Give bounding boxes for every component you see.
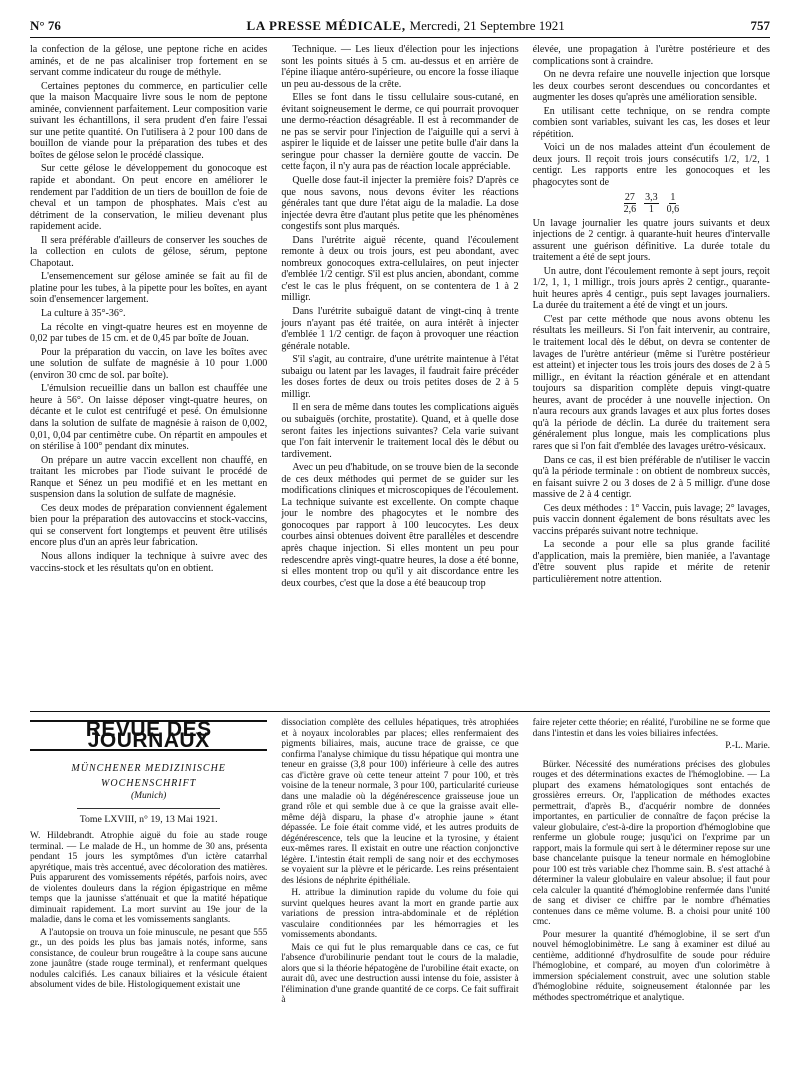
- journal-title: [247, 18, 565, 34]
- paragraph: Dans ce cas, il est bien préférable de n'utiliser le vaccin qu'à la période terminale : on obtient de nombreux succès, en faisant suivre 2 ou 3 doses de 2 à 5 milligr. d'une dose massive de 2 à 4 centigr.: [532, 454, 770, 501]
- paragraph: Pour mesurer la quantité d'hémoglobine, il se sert d'un nouvel hémoglobinimètre. Le sang à examiner est dilué au centième, additionné d'hydrosulfite de soude pour réduire l'hémoglobine, et comparé, au moyen d'un colorimètre à immersion spécialement construit, avec une solution stable d'hémoglobine réduite, soigneusement étalonnée par les méthodes spectrométrique et analytique.: [532, 929, 770, 1003]
- paragraph: Avec un peu d'habitude, on se trouve bien de la seconde de ces deux méthodes qui permet de se guider sur les modifications cliniques et microscopiques de l'écoulement. La technique suivante est excellente. On compte chaque jour le nombre des phagocytes et le nombre des gonocoques par rapport à 100 leucocytes. Les deux courbes ainsi obtenues doivent être parallèles et descendre après chaque injection. Si elles montent un peu pour redescendre après vingt-quatre heures, la dose a été bonne, si elles montent trop ou qu'il y ait discordance entre les deux courbes, c'est que la dose a été beaucoup trop: [281, 462, 519, 589]
- paragraph: H. attribue la diminution rapide du volume du foie qui survint quelques heures avant la mort en grande partie aux variations de pression intra-abdominale et de réplétion vasculaire conditionnées par les hémorragies et les vomissements abondants.: [281, 888, 519, 940]
- journal-name: LA PRESSE MÉDICALE,: [246, 18, 406, 33]
- paragraph: La culture à 35°-36°.: [41, 308, 126, 320]
- revue-title: REVUE DES JOURNAUX: [30, 720, 267, 751]
- paragraph: Il en sera de même dans toutes les complications aiguës ou subaiguës (orchite, prostatite). Quand, et à quelle dose seront faites les injections suivantes? Cela varie suivant que l'on fait intervenir le traitement local dès le début ou tardivement.: [281, 402, 519, 460]
- denominator: 0,6: [666, 203, 680, 215]
- revue-column-3: [533, 718, 770, 1068]
- paragraph: La récolte en vingt-quatre heures est en moyenne de 0,02 par tubes de 15 cm. et de 0,45 par boîte de Jouan.: [30, 321, 268, 345]
- issue-date: Mercredi, 21 Septembre 1921: [409, 18, 565, 33]
- issue-number: N° 76: [30, 18, 61, 33]
- numerator: 27: [624, 191, 635, 203]
- paragraph: Dans l'urétrite aiguë récente, quand l'écoulement remonte à deux ou trois jours, est peu abondant, avec nombreux gonocoques extra-cellulaires, on peut injecter d'emblée 1/2 centigr. S'il est plus ancien, abondant, comme c'est le cas le plus fréquent, on se contentera de 1 à 2 milligr.: [281, 234, 519, 304]
- paragraph: Sur cette gélose le développement du gonocoque est rapide et abondant. On peut encore en améliorer le rendement par l'addition de un tiers de bouillon de foie de cheval et un tampon de phosphates. Mais c'est au détriment de la conservation, le milieu devenant plus rapidement acide.: [30, 163, 268, 233]
- paragraph: Bürker. Nécessité des numérations précises des globules rouges et des déterminations exactes de l'hémoglobine. — La plupart des examens hématologiques sont entachés de grossières erreurs. Or, l'application de méthodes exactes permettrait, d'après B., d'acquérir nombre de données importantes, en particulier de connaître de façon précise la valeur globulaire, c'est-à-dire la proportion d'hémoglobine que renferme un globule rouge; jusqu'ici on l'exprime par un rapport, mais la formule qui sert à le déterminer repose sur une base chancelante puisque la teneur normale en hémoglobine pour 100 est très variable chez l'homme sain. B. s'est attaché à déterminer la valeur globulaire en valeur absolue; il faut pour cela calculer la quantité d'hémoglobine renfermée dans l'unité de sang et diviser ce chiffre par le nombre d'hématies contenues dans ce même volume. B. a choisi pour unité 100 cmc.: [532, 759, 770, 927]
- ratio-fractions: [533, 192, 770, 215]
- paragraph: Ces deux méthodes : 1° Vaccin, puis lavage; 2° lavages, puis vaccin donnent également de bons résultats avec les vaccins préparés suivant notre technique.: [532, 502, 770, 537]
- paragraph: Il sera préférable d'ailleurs de conserver les souches de la collection en culots de gélose, sérum, peptone Chapotaut.: [30, 234, 268, 269]
- paragraph: La seconde a pour elle sa plus grande facilité d'application, mais la première, bien maniée, a l'avantage d'être souvent plus rapide et mérite de retenir particulièrement notre attention.: [532, 539, 770, 585]
- paragraph: Ces deux modes de préparation conviennent également bien pour la préparation des autovaccins et stock-vaccins, qui se conservent fort longtemps et peuvent être utilisés encore plus d'un an après leur fabrication.: [30, 502, 268, 549]
- paragraph: élevée, une propagation à l'urètre postérieure et des complications sont à craindre.: [532, 44, 770, 67]
- section-divider: [30, 711, 770, 712]
- fraction: [624, 192, 637, 215]
- denominator: 2,6: [623, 203, 637, 215]
- paragraph: la confection de la gélose, une peptone riche en acides aminés, et de ne pas alcaliniser trop fortement en se servant comme indicateur du rouge de méthyle.: [30, 44, 268, 79]
- paragraph: dissociation complète des cellules hépatiques, très atrophiées et à noyaux incolorables par places; elles renfermaient des pigments biliaires, mais, aucune trace de graisse, ce que confirma l'analyse chimique du tissu hépatique qui montra une teneur en graisse (3,8 pour 100) inférieure à celle des autres cas d'ictère grave où cette teneur atteint 7 pour 100, et très voisine de la teneur normale, 3 pour 100, particularité curieuse dans une maladie où la dégénérescence graisseuse joue un grand rôle et qui semble due à ce que la graisse avait elle-même déjà disparu, la phase d'« atrophie jaune » étant dépassée. Le foie était comme vidé, et les autres produits de dégénérescence, tels que la leucine et la tyrosine, y étaient eux-mêmes rares. Il existait en outre une réaction conjonctive légère. L'intestin était rempli de sang noir et des ecchymoses se voyaient sur la plèvre et le péricarde. Les reins présentaient des lésions de néphrite épithéliale.: [281, 718, 519, 886]
- paragraph: C'est par cette méthode que nous avons obtenu les résultats les meilleurs. Si l'on fait intervenir, au contraire, le traitement local dès le début, on devra se contenter de lavages de l'urètre antérieur (même si l'urètre postérieur est atteint) et injecter tous les trois jours des doses de 2 à 5 milligr., en évitant la réaction générale et en attendant toujours sa disparition complète depuis vingt-quatre heures, avant de procéder à une nouvelle injection. On n'aura recours aux grands lavages et aux plus fortes doses qu'à la période de déclin. La durée du traitement sera généralement plus longue, mais les complications plus rares que si l'on fait d'emblée des lavages urétro-vésicaux.: [532, 313, 770, 452]
- paragraph: Technique. — Les lieux d'élection pour les injections sont les points situés à 5 cm. au-dessus et en arrière de l'épine iliaque antéro-supérieure, ou encore la fosse iliaque un peu au-dessous de la crête.: [281, 44, 519, 90]
- author-signature: P.-L. Marie.: [725, 741, 770, 751]
- journal-heading: MÜNCHENER MEDIZINISCHE WOCHENSCHRIFT: [71, 763, 226, 789]
- numerator: 3,3: [645, 191, 658, 203]
- paragraph: Certaines peptones du commerce, en particulier celle que la maison Macquaire livre sous le nom de peptone aminée, conviennent parfaitement. Leur composition varie suivant les échantillons, il sera prudent d'en faire l'essai sur une petite quantité. On l'utilisera à 2 pour 100 dans de bouillon de viande pour la préparation des tubes et des boîtes de gélose selon le procédé classique.: [30, 80, 268, 161]
- paragraph: En utilisant cette technique, on se rendra compte combien sont variables, suivant les cas, les doses et leur répétition.: [532, 105, 770, 140]
- paragraph: Dans l'urétrite subaiguë datant de vingt-cinq à trente jours n'ayant pas été traitée, on aura intérêt à injecter d'emblée 1 1/2 centigr. de façon à provoquer une réaction générale notable.: [281, 306, 519, 352]
- fraction: [667, 192, 680, 215]
- paragraph: Un autre, dont l'écoulement remonte à sept jours, reçoit 1/2, 1, 1, 1 milligr., trois jours après 2 centigr., quarante-huit heures après 4 centigr., puis sept lavages journaliers. La durée du traitement a été de vingt et un jours.: [532, 265, 770, 312]
- revue-column-2: [281, 718, 518, 1068]
- paragraph: On ne devra refaire une nouvelle injection que lorsque les deux courbes seront descendues ou concordantes et augmenter les doses qu'après une amélioration sensible.: [532, 69, 770, 104]
- column-3: [533, 44, 770, 704]
- numerator: 1: [670, 191, 676, 203]
- revue-section: [30, 718, 770, 1068]
- paragraph: Pour la préparation du vaccin, on lave les boîtes avec une solution de sulfate de magnésie à 10 pour 1.000 (environ 30 cmc de sol. par boîte).: [30, 346, 268, 381]
- paragraph: Quelle dose faut-il injecter la première fois? D'après ce que nous savons, nous devons éviter les réactions générales tant que dure l'état aigu de la maladie. La dose injectée devra être d'autant plus petite que les phénomènes congestifs sont plus marqués.: [281, 175, 519, 233]
- paragraph: Voici un de nos malades atteint d'un écoulement de deux jours. Il reçoit trois jours consécutifs 1/2, 1/2, 1 centigr. Les rapports entre les gonocoques et les phagocytes sont de: [532, 142, 770, 189]
- article-columns: [30, 44, 770, 704]
- column-2: [281, 44, 518, 704]
- paragraph: Un lavage journalier les quatre jours suivants et deux injections de 2 centigr. à quarante-huit heures d'intervalle assurent une guérison définitive. La durée totale du traitement a été de sept jours.: [532, 217, 770, 264]
- page-header: [30, 12, 770, 38]
- column-1: [30, 44, 267, 704]
- paragraph: L'ensemencement sur gélose aminée se fait au fil de platine pour les tubes, à la pipette pour les boîtes, en ayant soin d'ensemencer largement.: [30, 271, 268, 306]
- paragraph: A l'autopsie on trouva un foie minuscule, ne pesant que 555 gr., un des poids les plus bas jamais notés, informe, sans consistance, de couleur brun rougeâtre à la coupe sans aucune zone jaunâtre (stade rouge terminal), et renfermant quelques nodules calcifiés. Les canaux biliaires et la vésicule étaient absolument vides de bile. Histologiquement existait une: [30, 927, 268, 990]
- page-number: 757: [750, 18, 770, 33]
- denominator: 1: [648, 203, 654, 215]
- journal-city: (Munich): [130, 791, 167, 801]
- paragraph: faire rejeter cette théorie; en réalité, l'urobiline ne se forme que dans l'intestin et dans les voies biliaires infectées.: [532, 718, 770, 739]
- journal-issue: Tome LXVIII, n° 19, 13 Mai 1921.: [77, 808, 219, 826]
- fraction: [644, 192, 659, 215]
- paragraph: L'émulsion recueillie dans un ballon est chauffée une heure à 56°. On laisse déposer vingt-quatre heures, on décante et le culot est centrifugé et pesé. On émulsionne dans la solution de sulfate de magnésie à raison de 0,002, 0,01, 0,04 par centimètre cube. On répartit en ampoules et on stérilise à 100° pendant dix minutes.: [30, 383, 268, 453]
- paragraph: Nous allons indiquer la technique à suivre avec des vaccins-stock et les résultats qu'on en obtient.: [30, 550, 268, 574]
- paragraph: S'il s'agit, au contraire, d'une urétrite maintenue à l'état subaigu ou latent par les lavages, il faudrait faire précéder les doses fortes de deux ou trois petites doses de 2 à 5 milligr.: [281, 354, 519, 400]
- paragraph: Elles se font dans le tissu cellulaire sous-cutané, en évitant soigneusement le derme, ce qui pourrait provoquer une dermo-réaction désagréable. Il est à recommander de ne pas se servir pour l'injection de l'aiguille qui a servi à aspirer le liquide et de laisser une petite bulle d'air dans la seringue pour chasser la dernière goutte de vaccin. De cette façon, il n'y aura pas de réaction locale appréciable.: [281, 92, 519, 173]
- paragraph: Mais ce qui fut le plus remarquable dans ce cas, ce fut l'absence d'urobilinurie pendant tout le cours de la maladie, alors que si la théorie hépatogène de l'urobiline était exacte, on aurait dû, avec une destruction aussi intense du foie, assister à l'élimination d'une grande quantité de ce corps. Ce fait suffirait à: [281, 942, 519, 1005]
- paragraph: On prépare un autre vaccin excellent non chauffé, en traitant les microbes par l'iode suivant le procédé de Ranque et Sénez un peu modifié et en les mettant en suspension dans la solution de sulfate de magnésie.: [30, 454, 268, 501]
- revue-column-1: [30, 718, 267, 1068]
- paragraph: W. Hildebrandt. Atrophie aiguë du foie au stade rouge terminal. — Le malade de H., un homme de 30 ans, présenta pendant 15 jours les symptômes d'un ictère catarrhal apyrétique, mais très accentué, avec décoloration des matières. Puis apparurent des vomissements répétés, parfois noirs, avec de violentes douleurs dans la région épigastrique en même temps que la jaunisse s'atténuait et que la matité hépatique diminuait rapidement. La mort survint au 19e jour de la maladie, dans le coma et les vomissements sanglants.: [30, 831, 268, 925]
